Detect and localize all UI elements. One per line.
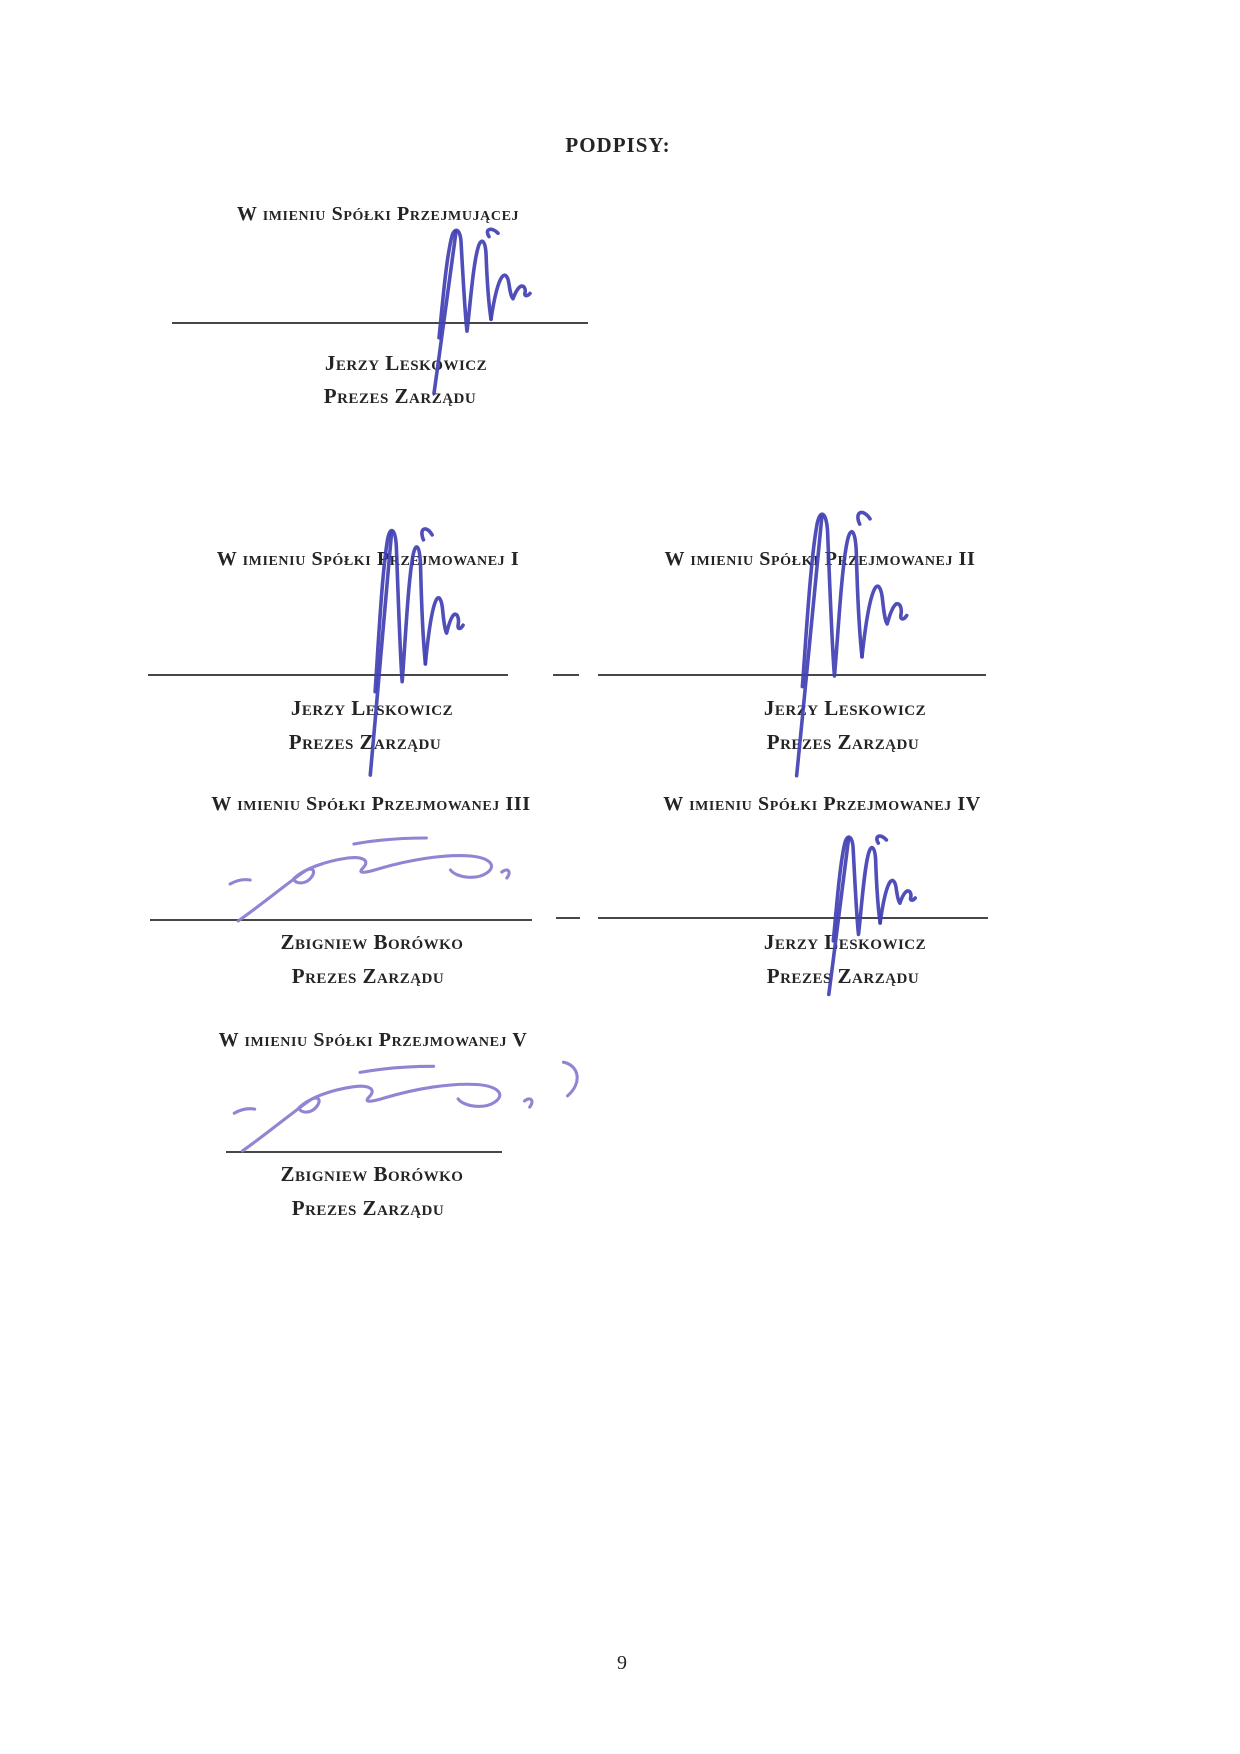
signatory-role: Prezes Zarządu [288,730,442,754]
signatory-name: Zbigniew Borówko [280,1162,464,1186]
signatory-role: Prezes Zarządu [291,964,445,988]
signatory-role: Prezes Zarządu [323,384,477,408]
signatory-name: Jerzy Leskowicz [763,930,927,954]
signatory-name: Jerzy Leskowicz [324,351,488,375]
handwritten-signature-jerzy-leskowicz [320,521,465,779]
signatory-role: Prezes Zarządu [766,964,920,988]
signatory-name: Zbigniew Borówko [280,930,464,954]
handwritten-signature-jerzy-leskowicz [737,504,909,780]
handwritten-signature-jerzy-leskowicz [782,831,917,997]
handwritten-signature-jerzy-leskowicz [382,224,532,396]
signatory-name: Jerzy Leskowicz [763,696,927,720]
page-number: 9 [617,1652,627,1674]
signature-block-label: W imieniu Spółki Przejmującej [236,203,520,225]
signatory-role: Prezes Zarządu [766,730,920,754]
signature-block-label: W imieniu Spółki Przejmowanej V [218,1029,528,1051]
signature-block-label: W imieniu Spółki Przejmowanej II [664,548,976,570]
signature-block-label: W imieniu Spółki Przejmowanej I [216,548,520,570]
signature-block-label: W imieniu Spółki Przejmowanej III [211,793,531,815]
page-title: PODPISY: [565,133,671,157]
signatory-role: Prezes Zarządu [291,1196,445,1220]
signature-block-label: W imieniu Spółki Przejmowanej IV [663,793,981,815]
handwritten-signature-zbigniew-borowko [222,1052,590,1154]
signatory-name: Jerzy Leskowicz [290,696,454,720]
handwritten-signature-zbigniew-borowko [218,824,530,924]
